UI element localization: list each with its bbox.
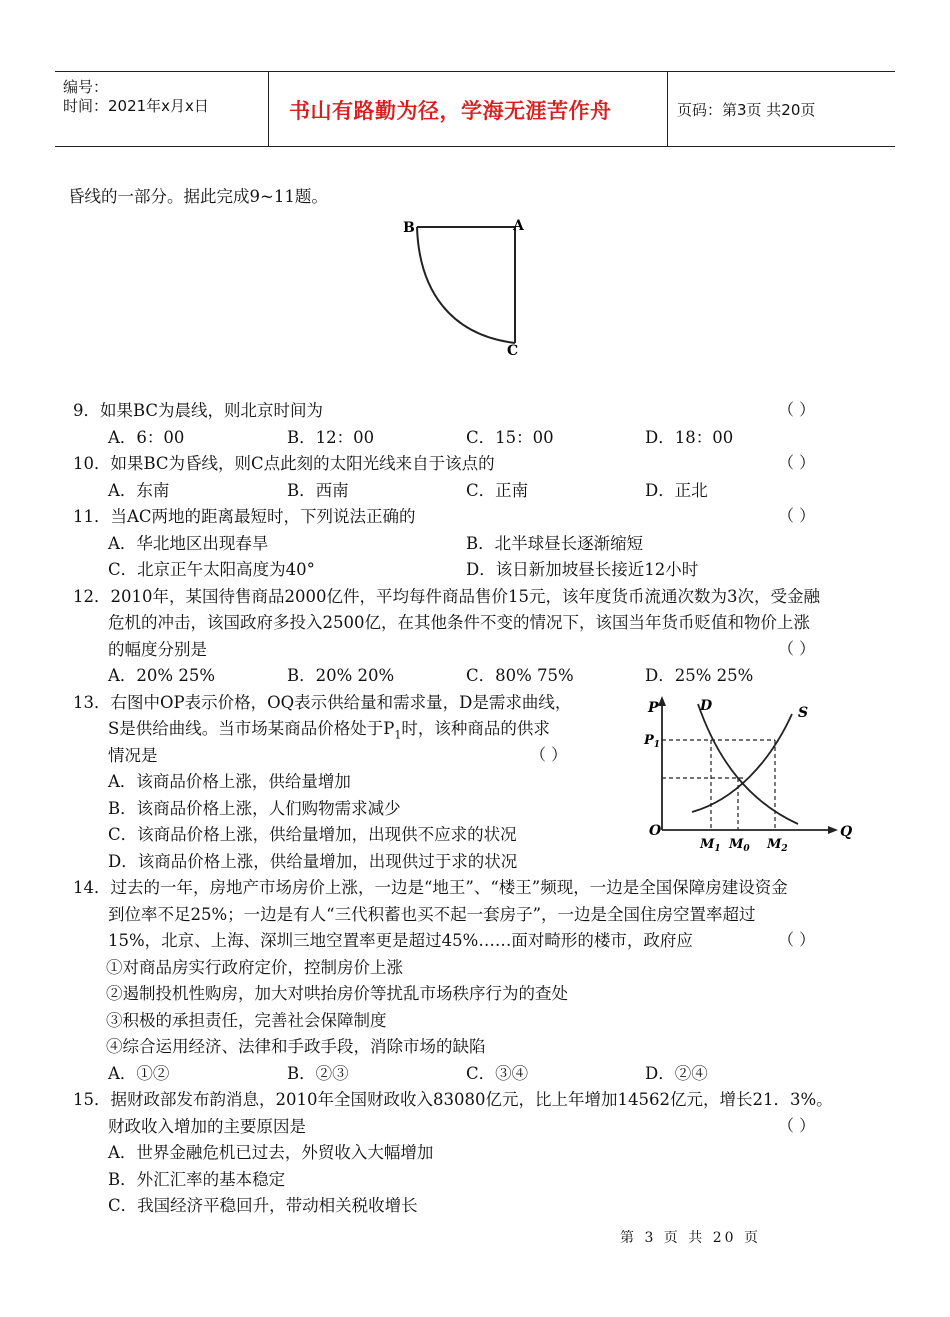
option-a: A．华北地区出现春旱: [108, 534, 269, 553]
option-c: C．③④: [466, 1064, 529, 1083]
serial-label: 编号：: [63, 78, 109, 96]
option-d: D．正北: [645, 481, 708, 500]
option-c: C．我国经济平稳回升，带动相关税收增长: [108, 1196, 418, 1215]
time-label: 时间：2021年x月x日: [63, 97, 209, 115]
question-11-stem: 11．当AC两地的距离最短时，下列说法正确的: [73, 507, 416, 526]
page-footer: 第 3 页 共 20 页: [620, 1230, 761, 1246]
answer-blank: （ ）: [530, 745, 568, 764]
option-d: D．该日新加坡昼长接近12小时: [466, 560, 699, 579]
option-b: B．12：00: [287, 428, 375, 447]
question-13-stem-line: 情况是: [108, 746, 158, 765]
option-b: B．该商品价格上涨，人们购物需求减少: [108, 799, 401, 818]
option-b: B．②③: [287, 1064, 349, 1083]
question-14-stem-line: 到位率不足25%；一边是有人“三代积蓄也买不起一套房子”，一边是全国住房空置率超过: [108, 905, 756, 924]
option-b: B．西南: [287, 481, 349, 500]
option-b: B．北半球昼长逐渐缩短: [466, 534, 644, 553]
question-13-stem-line: S是供给曲线。当市场某商品价格处于$P_1$时，该种商品的供求: [108, 719, 550, 742]
q-axis-label: Q: [840, 824, 853, 840]
question-14-stem: 14．过去的一年，房地产市场房价上涨，一边是“地王”、“楼王”频现，一边是全国保障房建设资金: [73, 878, 788, 897]
answer-blank: （ ）: [778, 453, 816, 472]
question-15-stem: 15．据财政部发布韵消息，2010年全国财政收入83080亿元，比上年增加14562亿元，增长21．3%。: [73, 1090, 833, 1109]
m1-label: $M_1$: [700, 837, 721, 854]
intro-text: 昏线的一部分。据此完成9~11题。: [68, 187, 328, 206]
statement-1: ①对商品房实行政府定价，控制房价上涨: [106, 958, 403, 977]
option-c: C．北京正午太阳高度为40°: [108, 560, 315, 579]
m0-label: $M_0$: [729, 837, 750, 854]
question-12-stem-line: 的幅度分别是: [108, 640, 207, 659]
question-10-stem: 10．如果BC为昏线，则C点此刻的太阳光线来自于该点的: [73, 454, 495, 473]
demand-curve: [698, 704, 798, 824]
statement-4: ④综合运用经济、法律和手政手段，消除市场的缺陷: [106, 1037, 486, 1056]
option-a: A．20% 25%: [108, 666, 216, 685]
answer-blank: （ ）: [778, 1116, 816, 1135]
supply-demand-figure: [640, 692, 865, 857]
answer-blank: （ ）: [778, 506, 816, 525]
option-d: D．18：00: [645, 428, 734, 447]
m2-label: $M_2$: [767, 837, 788, 854]
statement-3: ③积极的承担责任，完善社会保障制度: [106, 1011, 387, 1030]
option-a: A．6：00: [108, 428, 185, 447]
answer-blank: （ ）: [778, 930, 816, 949]
option-d: D．该商品价格上涨，供给量增加，出现供过于求的状况: [108, 852, 518, 871]
arrow-up-icon: [658, 696, 666, 706]
point-b-label: B: [403, 220, 415, 236]
option-d: D．25% 25%: [645, 666, 754, 685]
page-label: 页码：第3页 共20页: [677, 101, 816, 119]
option-b: B．20% 20%: [287, 666, 395, 685]
demand-label: D: [700, 698, 713, 714]
terminator-arc: [417, 227, 515, 343]
question-14-stem-line: 15%，北京、上海、深圳三地空置率更是超过45%……面对畸形的楼市，政府应: [108, 931, 693, 950]
option-a: A．东南: [108, 481, 170, 500]
option-d: D．②④: [645, 1064, 708, 1083]
answer-blank: （ ）: [778, 639, 816, 658]
terminator-figure: [395, 205, 560, 360]
option-a: A．世界金融危机已过去，外贸收入大幅增加: [108, 1143, 434, 1162]
option-c: C．80% 75%: [466, 666, 574, 685]
option-a: A．该商品价格上涨，供给量增加: [108, 772, 351, 791]
statement-2: ②遏制投机性购房，加大对哄抬房价等扰乱市场秩序行为的查处: [106, 984, 568, 1003]
question-15-stem-line: 财政收入增加的主要原因是: [108, 1117, 306, 1136]
p-axis-label: P: [648, 700, 659, 716]
header-divider: [667, 72, 668, 146]
option-c: C．该商品价格上涨，供给量增加，出现供不应求的状况: [108, 825, 517, 844]
question-9-stem: 9．如果BC为晨线，则北京时间为: [73, 401, 324, 420]
p1-label: $P_1$: [644, 733, 661, 750]
question-12-stem-line: 危机的冲击，该国政府多投入2500亿，在其他条件不变的情况下，该国当年货币贬值和物价上涨: [108, 613, 810, 632]
question-12-stem: 12．2010年，某国待售商品2000亿件，平均每件商品售价15元，该年度货币流通次数为3次，受金融: [73, 587, 820, 606]
origin-label: O: [649, 823, 662, 839]
motto: 书山有路勤为径，学海无涯苦作舟: [289, 99, 612, 123]
header-divider: [268, 72, 269, 146]
question-13-stem: 13．右图中OP表示价格，OQ表示供给量和需求量，D是需求曲线，: [73, 693, 572, 712]
option-c: C．正南: [466, 481, 529, 500]
supply-label: S: [798, 705, 809, 721]
option-b: B．外汇汇率的基本稳定: [108, 1170, 286, 1189]
answer-blank: （ ）: [778, 400, 816, 419]
arrow-right-icon: [828, 826, 838, 834]
option-a: A．①②: [108, 1064, 170, 1083]
option-c: C．15：00: [466, 428, 554, 447]
point-a-label: A: [513, 218, 524, 234]
point-c-label: C: [507, 343, 519, 359]
